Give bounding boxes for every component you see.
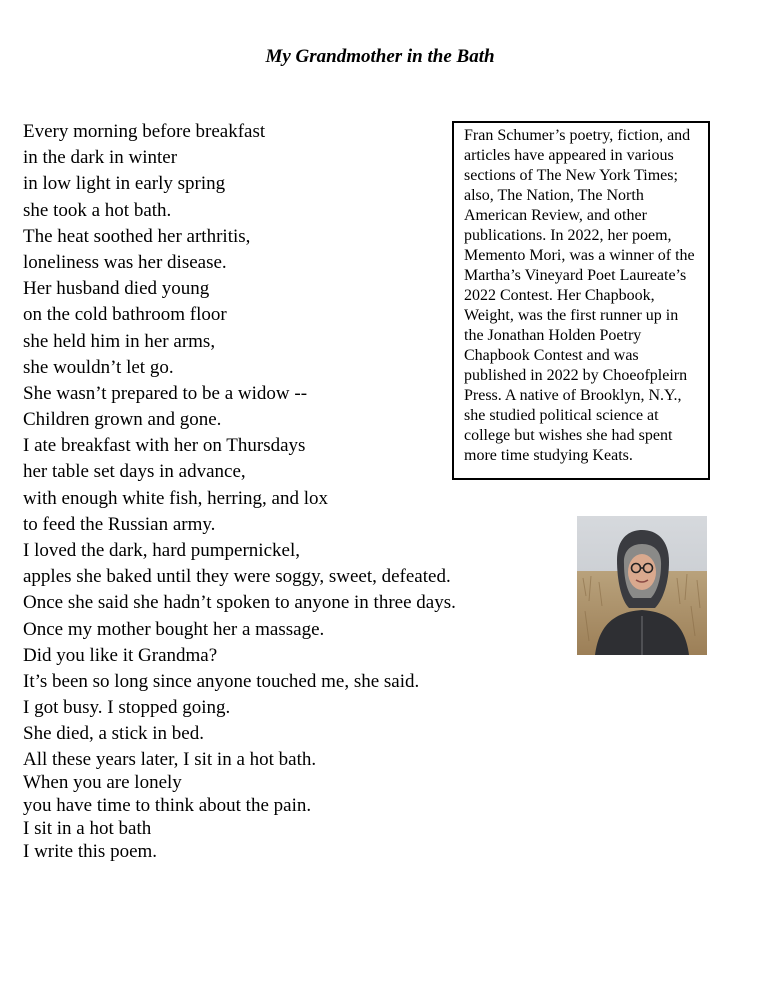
photo-face [628, 554, 656, 590]
poem-line: All these years later, I sit in a hot bath. [23, 748, 317, 770]
poem-line: Did you like it Grandma? [23, 644, 218, 666]
poem-line: in the dark in winter [23, 147, 178, 169]
poem-line: to feed the Russian army. [23, 513, 216, 535]
poem-line: I ate breakfast with her on Thursdays [23, 435, 306, 457]
poem-line: The heat soothed her arthritis, [23, 225, 251, 247]
poem-line: Once my mother bought her a massage. [23, 618, 325, 640]
poem-line: Every morning before breakfast [23, 121, 266, 142]
poem-title: My Grandmother in the Bath [265, 46, 495, 67]
poem-line: Children grown and gone. [23, 409, 222, 431]
poem-line: her table set days in advance, [23, 461, 246, 483]
poem-line: When you are lonely [23, 771, 182, 793]
poem-line: with enough white fish, herring, and lox [23, 487, 329, 509]
author-photo-icon [577, 516, 707, 655]
poem-line: she held him in her arms, [23, 330, 216, 352]
poem-line: loneliness was her disease. [23, 251, 227, 273]
poem-line: you have time to think about the pain. [23, 794, 312, 816]
poem-line: I got busy. I stopped going. [23, 697, 231, 719]
poem-line: in low light in early spring [23, 173, 226, 195]
poem-line: I sit in a hot bath [23, 817, 152, 839]
poem-line: It’s been so long since anyone touched me, she said. [23, 670, 420, 692]
poem-line: I loved the dark, hard pumpernickel, [23, 540, 300, 561]
poem-line: She wasn’t prepared to be a widow -- [23, 382, 308, 404]
author-bio-box [452, 121, 710, 480]
poem-line: Her husband died young [23, 278, 210, 300]
poem-line: She died, a stick in bed. [23, 723, 204, 745]
poem-line: I write this poem. [23, 840, 158, 862]
poem-line: Once she said she hadn’t spoken to anyone in three days. [23, 592, 456, 614]
author-photo [577, 516, 707, 655]
poem-line: on the cold bathroom floor [23, 304, 227, 326]
poem-line: apples she baked until they were soggy, sweet, defeated. [23, 566, 451, 588]
author-bio-text: Fran Schumer’s poetry, fiction, and articles have appeared in various sections of The New York Times; also, The Nation, The North American Review, and other publications. In 2022, her poem, Memento Mori, was a winner of the Martha’s Vineyard Poet Laureate’s 2022 Contest. Her Chapbook, Weight, was the first runner up in the Jonathan Holden Poetry Chapbook Contest and was published in 2022 by Choeofpleirn Press. A native of Brooklyn, N.Y., she studied political science at college but wishes she had spent more time studying Keats. [464, 127, 695, 464]
poem-line: she wouldn’t let go. [23, 356, 174, 378]
poem-line: she took a hot bath. [23, 199, 172, 221]
